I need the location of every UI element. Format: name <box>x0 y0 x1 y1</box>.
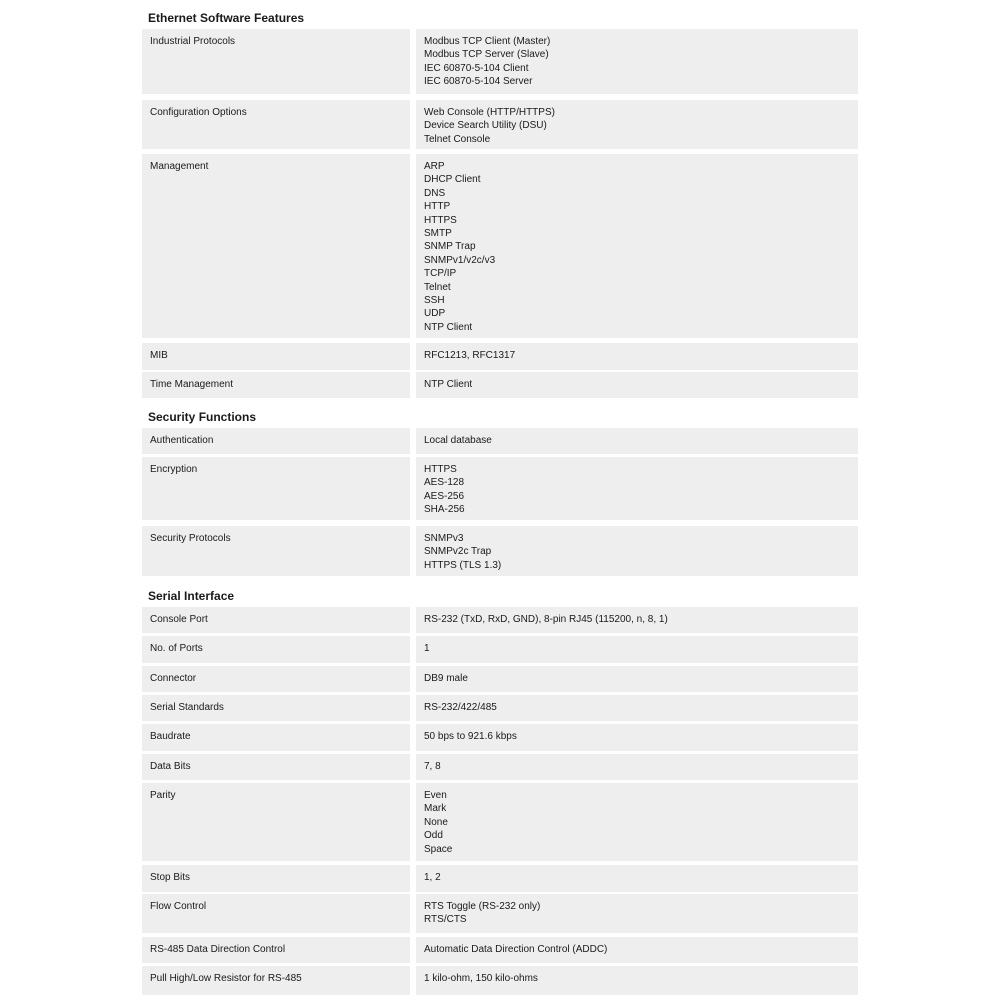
spec-label-no-of-ports: No. of Ports <box>142 636 410 663</box>
spec-value-authentication <box>416 428 858 454</box>
spec-value-line: RTS/CTS <box>424 914 467 926</box>
spec-value-line: SNMPv1/v2c/v3 <box>424 254 496 266</box>
spec-label-security-protocols: Security Protocols <box>142 526 410 576</box>
spec-value-time-management <box>416 372 858 398</box>
spec-value-mib <box>416 343 858 370</box>
spec-label-time-management: Time Management <box>142 372 410 398</box>
spec-value-line: Modbus TCP Server (Slave) <box>424 49 549 61</box>
spec-label-mib: MIB <box>142 343 410 370</box>
spec-value-line: SNMP Trap <box>424 241 476 253</box>
spec-value-line: Modbus TCP Client (Master) <box>424 36 551 47</box>
spec-value-flow-control <box>416 894 858 933</box>
section-title-ethernet-software-features: Ethernet Software Features <box>148 11 305 25</box>
spec-value-line: Web Console (HTTP/HTTPS) <box>424 107 555 118</box>
spec-value-industrial-protocols <box>416 29 858 94</box>
section-title-security-functions: Security Functions <box>148 410 257 424</box>
spec-value-line: DHCP Client <box>424 174 481 186</box>
spec-value-configuration-options <box>416 100 858 149</box>
spec-value-line: TCP/IP <box>424 268 457 280</box>
spec-value-line: RTS Toggle (RS-232 only) <box>424 901 541 912</box>
spec-value-line: DB9 male <box>424 673 468 684</box>
spec-value-line: IEC 60870-5-104 Client <box>424 62 529 74</box>
spec-label-industrial-protocols: Industrial Protocols <box>142 29 410 94</box>
spec-value-rs-485-data-direction-control <box>416 937 858 963</box>
spec-value-line: AES-256 <box>424 490 465 502</box>
spec-value-line: 1, 2 <box>424 872 441 883</box>
spec-value-pull-high-low-resistor-for-rs-485 <box>416 966 858 995</box>
spec-label-management: Management <box>142 154 410 338</box>
spec-value-line: Mark <box>424 803 447 815</box>
spec-value-connector <box>416 666 858 692</box>
spec-label-flow-control: Flow Control <box>142 894 410 933</box>
spec-value-line: NTP Client <box>424 321 473 333</box>
spec-value-line: Space <box>424 843 453 855</box>
spec-value-line: RS-232 (TxD, RxD, GND), 8-pin RJ45 (115200, n, 8, 1) <box>424 614 668 625</box>
spec-label-stop-bits: Stop Bits <box>142 865 410 892</box>
spec-value-line: IEC 60870-5-104 Server <box>424 76 533 88</box>
spec-value-baudrate <box>416 724 858 751</box>
spec-label-baudrate: Baudrate <box>142 724 410 751</box>
spec-label-console-port: Console Port <box>142 607 410 633</box>
spec-value-line: RS-232/422/485 <box>424 702 497 713</box>
spec-value-line: Even <box>424 790 447 801</box>
spec-value-management <box>416 154 858 338</box>
section-title-serial-interface: Serial Interface <box>148 589 235 603</box>
spec-value-line: 1 <box>424 643 430 654</box>
spec-value-line: ARP <box>424 161 445 172</box>
spec-value-parity <box>416 783 858 861</box>
spec-value-line: SHA-256 <box>424 504 465 516</box>
spec-value-security-protocols <box>416 526 858 576</box>
spec-value-encryption <box>416 457 858 520</box>
spec-value-line: UDP <box>424 308 446 320</box>
spec-value-line: HTTP <box>424 201 451 213</box>
spec-value-line: NTP Client <box>424 379 473 390</box>
spec-value-line: SMTP <box>424 228 452 240</box>
spec-value-line: 7, 8 <box>424 761 441 772</box>
spec-value-line: DNS <box>424 187 446 199</box>
spec-value-line: Telnet <box>424 281 451 293</box>
spec-value-line: None <box>424 816 448 828</box>
spec-value-line: RFC1213, RFC1317 <box>424 350 516 361</box>
spec-label-pull-high-low-resistor-for-rs-485: Pull High/Low Resistor for RS-485 <box>142 966 410 995</box>
spec-label-connector: Connector <box>142 666 410 692</box>
spec-value-stop-bits <box>416 865 858 892</box>
spec-value-line: HTTPS (TLS 1.3) <box>424 559 502 571</box>
spec-value-line: Odd <box>424 830 443 842</box>
spec-label-parity: Parity <box>142 783 410 861</box>
spec-value-line: AES-128 <box>424 477 465 489</box>
spec-label-data-bits: Data Bits <box>142 754 410 780</box>
spec-label-authentication: Authentication <box>142 428 410 454</box>
spec-value-line: Telnet Console <box>424 133 491 145</box>
spec-value-line: Device Search Utility (DSU) <box>424 120 547 132</box>
spec-label-configuration-options: Configuration Options <box>142 100 410 149</box>
spec-value-line: HTTPS <box>424 214 457 226</box>
spec-label-serial-standards: Serial Standards <box>142 695 410 721</box>
spec-value-line: 50 bps to 921.6 kbps <box>424 731 517 742</box>
spec-label-encryption: Encryption <box>142 457 410 520</box>
spec-value-console-port <box>416 607 858 633</box>
spec-label-rs-485-data-direction-control: RS-485 Data Direction Control <box>142 937 410 963</box>
spec-value-line: SNMPv3 <box>424 533 464 544</box>
spec-value-line: Local database <box>424 435 492 446</box>
spec-value-data-bits <box>416 754 858 780</box>
spec-value-line: SSH <box>424 295 445 307</box>
spec-value-serial-standards <box>416 695 858 721</box>
spec-value-line: Automatic Data Direction Control (ADDC) <box>424 944 608 955</box>
spec-value-no-of-ports <box>416 636 858 663</box>
spec-value-line: HTTPS <box>424 464 457 475</box>
spec-value-line: SNMPv2c Trap <box>424 546 492 558</box>
spec-value-line: 1 kilo-ohm, 150 kilo-ohms <box>424 973 538 984</box>
